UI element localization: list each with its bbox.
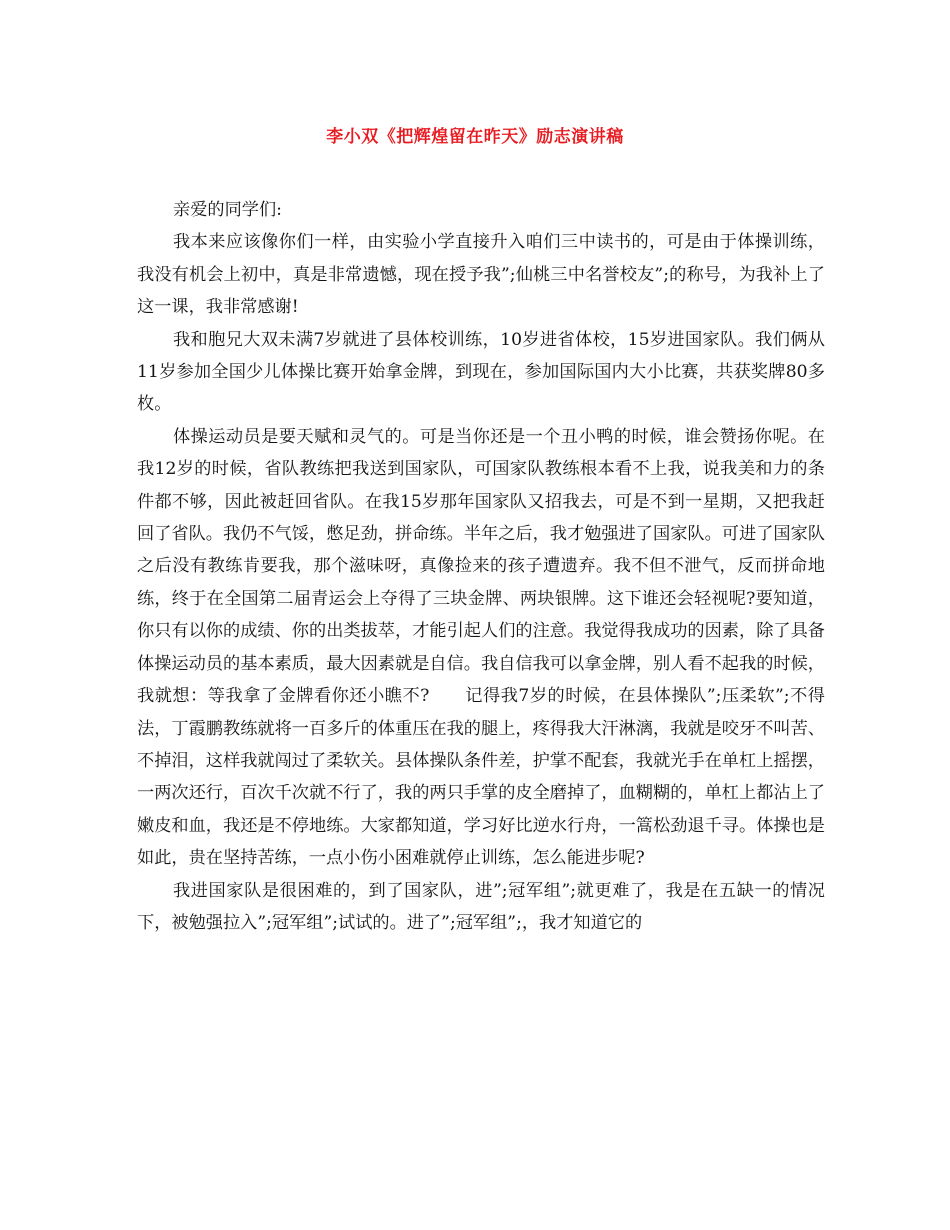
document-title: 李小双《把辉煌留在昨天》励志演讲稿 xyxy=(326,127,624,147)
paragraph-2: 我和胞兄大双未满7岁就进了县体校训练，10岁进省体校，15岁进国家队。我们俩从11岁参加全国少儿体操比赛开始拿金牌，到现在，参加国际国内大小比赛，共获奖牌80多枚。 xyxy=(137,329,825,415)
paragraph-1: 我本来应该像你们一样，由实验小学直接升入咱们三中读书的，可是由于体操训练，我没有机会上初中，真是非常遗憾，现在授予我”;仙桃三中名誉校友”;的称号，为我补上了这一课，我非常感谢! xyxy=(137,232,825,318)
greeting-line: 亲爱的同学们: xyxy=(173,200,282,220)
document-body xyxy=(137,194,825,939)
paragraph-4: 我进国家队是很困难的，到了国家队，进”;冠军组”;就更难了，我是在五缺一的情况下，被勉强拉入”;冠军组”;试试的。进了”;冠军组”;，我才知道它的 xyxy=(137,880,825,933)
paragraph-3: 体操运动员是要天赋和灵气的。可是当你还是一个丑小鸭的时候，谁会赞扬你呢。在我12岁的时候，省队教练把我送到国家队，可国家队教练根本看不上我，说我美和力的条件都不够，因此被赶回省队。在我15岁那年国家队又招我去，可是不到一星期，又把我赶回了省队。我仍不气馁，憋足劲，拼命练。半年之后，我才勉强进了国家队。可进了国家队之后没有教练肯要我，那个滋味呀，真像捡来的孩子遭遗弃。我不但不泄气，反而拼命地练，终于在全国第二届青运会上夺得了三块金牌、两块银牌。这下谁还会轻视呢?要知道，你只有以你的成绩、你的出类拔萃，才能引起人们的注意。我觉得我成功的因素，除了具备体操运动员的基本素质，最大因素就是自信。我自信我可以拿金牌，别人看不起我的时候，我就想：等我拿了金牌看你还小瞧不? 记得我7岁的时候，在县体操队”;压柔软”;不得法，丁霞鹏教练就将一百多斤的体重压在我的腿上，疼得我大汗淋漓，我就是咬牙不叫苦、不掉泪，这样我就闯过了柔软关。县体操队条件差，护掌不配套，我就光手在单杠上摇摆，一两次还行，百次千次就不行了，我的两只手掌的皮全磨掉了，血糊糊的，单杠上都沾上了嫩皮和血，我还是不停地练。大家都知道，学习好比逆水行舟，一篙松劲退千寻。体操也是如此，贵在坚持苦练，一点小伤小困难就停止训练，怎么能进步呢? xyxy=(137,426,825,869)
